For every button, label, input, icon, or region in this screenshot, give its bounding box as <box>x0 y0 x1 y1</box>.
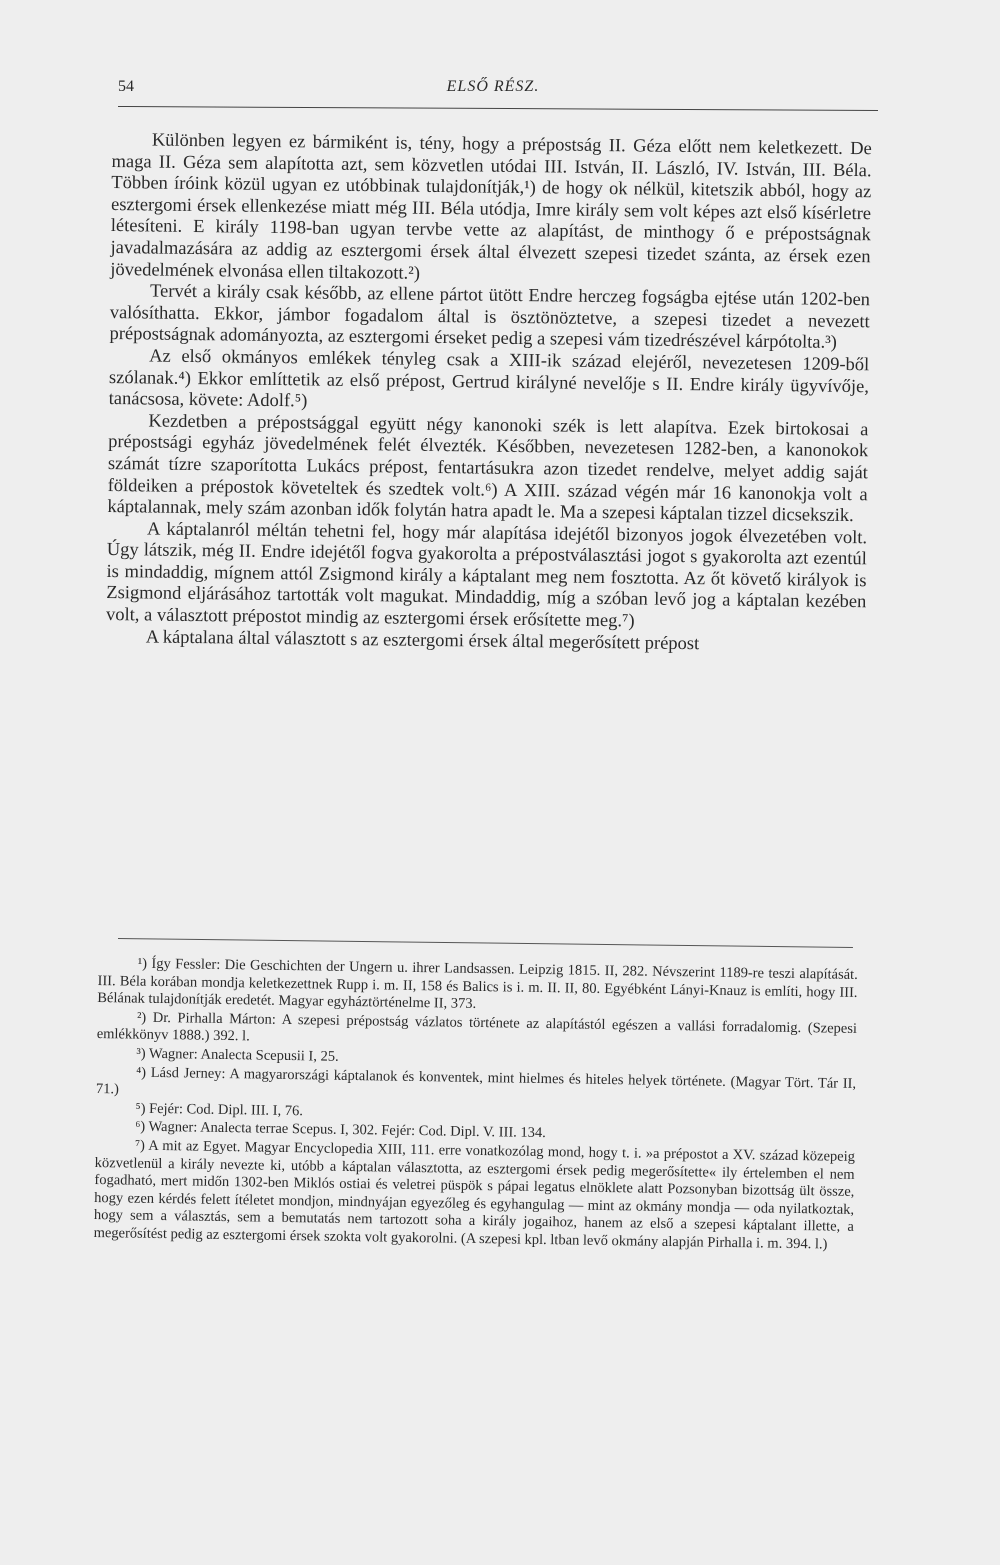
footnote-6: ⁶) Wagner: Analecta terrae Scepus. I, 302. Fejér: Cod. Dipl. V. III. 134. <box>135 1118 546 1142</box>
footnote-3: ³) Wagner: Analecta Scepusii I, 25. <box>136 1045 339 1065</box>
page-number: 54 <box>118 78 134 95</box>
running-title: ELSŐ RÉSZ. <box>446 78 540 95</box>
main-text <box>106 130 872 657</box>
paragraph: A káptalana által választott s az esztergomi érsek által megerősített prépost <box>145 627 700 654</box>
footnote-4: ⁴) Lásd Jerney: A magyarországi káptalanok és konventek, mint hielmes és hiteles helyek története. (Magyar Tört. Tár II, 71.) <box>95 1064 857 1098</box>
paragraph: A káptalanról méltán tehetni fel, hogy már alapítása idejétől bizonyos jogok élvezetében volt. Úgy látszik, még II. Endre idejétől fogva gyakorolta a prépostválasztási jogot s gyakorolta azt ezentúl is mindaddig, mígnem attól Zsigmond király a káptalant meg nem fosztotta. Az őt követő királyok is Zsigmond eljárásához tartották volt magukat. Mindaddig, míg a szóban levő jog a káptalan kezében volt, a választott prépostot mindig az esztergomi érsek erősítette meg.⁷) <box>105 519 868 632</box>
paragraph: Kezdetben a prépostsággal együtt négy kanonoki szék is lett alapítva. Ezek birtokosai a prépostsági egyház jövedelmének felét élvezték. Későbben, nevezetesen 1282-ben, a kanonokok számát tízre szaporította Lukács prépost, fentartásukra azon tizedet rendelve, melyet addig saját földeiken a prépostok követeltek és szedtek volt.⁶) A XIII. század végén már 16 kanonokja volt a káptalannak, mely szám azonban idők folytán hatra apadt le. Ma a szepesi káptalan tizzel dicsekszik. <box>107 411 869 527</box>
paragraph: Különben legyen ez bármiként is, tény, hogy a prépostság II. Géza előtt nem keletkezett. De maga II. Géza sem alapította azt, sem közvetlen utódai III. István, II. László, IV. István, III. Béla. Többen íróink közül ugyan ez utóbbinak tulajdonítják,¹) de hogy ok nélkül, kitetszik abból, hogy az esztergomi érsek ellenkezése miatt még III. Béla utódja, Imre király sem volt képes azt első kísérletre létesíteni. E király 1198-ban ugyan tervbe vette az alapítást, de minthogy ő e prépostságnak javadalmazására az addig az esztergomi érsek által élvezett szepesi tizedet szánta, az érsek ezen jövedelmének elvonása ellen tiltakozott.²) <box>110 130 872 284</box>
footnote-2: ²) Dr. Pirhalla Márton: A szepesi prépostság vázlatos története az alapítástól egészen a vallási forradalomig. (Szepesi emlékkönyv 1888.) 392. l. <box>96 1009 858 1045</box>
paragraph: Tervét a király csak később, az ellene pártot ütött Endre herczeg fogságba ejtése után 1202-ben valósíthatta. Ekkor, jámbor fogadalom által is ösztönöztetve, a szepesi tizedet a nevezett prépostságnak adományozta, az esztergomi érseket pedig a szepesi vám tizedrészével kárpótolta.³) <box>109 281 871 354</box>
page-header <box>118 78 868 102</box>
header-rule <box>118 106 878 111</box>
footnote-7: ⁷) A mit az Egyet. Magyar Encyclopedia XIII, 111. erre vonatkozólag mond, hogy t. i. »a prépostot a XV. század közepeig közvetlenül a király nevezte ki, utóbb a káptalan választotta, az esztergomi érsek pedig megerősítette« ily értelemben el nem fogadható, mert midőn 1302-ben Miklós ostiai és veletrei püspök s pápai legatus elnöklete alatt Pozsonyban bizottság ült össze, hogy ezen kérdés felett ítéletet mondjon, mindnyájan egyezőleg és egyhangulag — mint az okmány mondja — oda nyilatkoztak, hogy sem a választás, sem a bemutatás nem tartozott soha a király jogaihoz, hanem az első a szepesi káptalant illette, a megerősítést pedig az esztergomi érsek szokta volt gyakorolni. (A szepesi kpl. ltban levő okmány alapján Pirhalla i. m. 394. l.) <box>93 1137 856 1253</box>
paragraph: Az első okmányos emlékek tényleg csak a XIII-ik század elejéről, nevezetesen 1209-ből szólanak.⁴) Ekkor említtetik az első prépost, Gertrud királyné nevelője s II. Endre király ügyvívője, tanácsosa, követe: Adolf.⁵) <box>108 346 870 412</box>
footnote-1: ¹) Így Fessler: Die Geschichten der Ungern u. ihrer Landsassen. Leipzig 1815. II, 282. Névszerint 1189-re teszi alapítását. III. Béla korában mondja keletkezettnek Rupp i. m. II, 158 és Balics is i. m. II. II, 80. Egyébként Lányi-Knauz is említi, hogy III. Bélának tulajdonítják eredetét. Magyar egyháztörténelme II, 373. <box>97 955 858 1013</box>
footnote-rule <box>118 938 853 948</box>
footnote-5: ⁵) Fejér: Cod. Dipl. III. I, 76. <box>135 1100 304 1119</box>
footnotes <box>93 955 857 1254</box>
